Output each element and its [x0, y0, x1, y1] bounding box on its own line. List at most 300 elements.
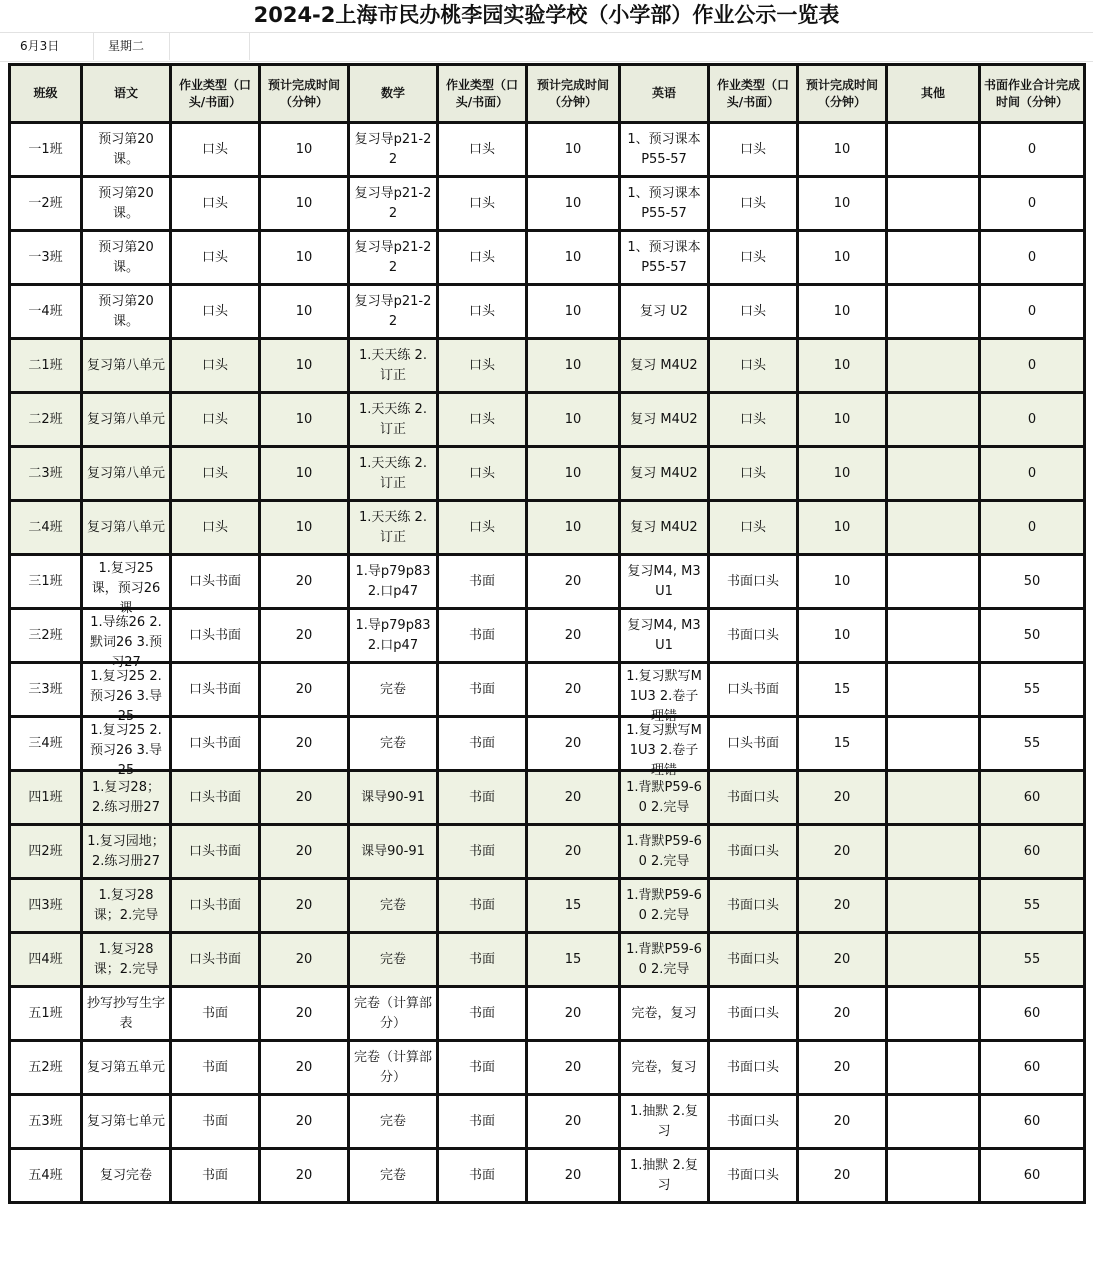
class-cell	[10, 771, 82, 825]
cell-text: 1.背默P59-60 2.完导	[626, 941, 702, 977]
english-type-cell	[709, 501, 798, 555]
math-time-cell	[527, 447, 620, 501]
cell-text: 0	[1027, 195, 1037, 211]
english-time-cell	[798, 393, 887, 447]
cell-text: 0	[1027, 519, 1037, 535]
cell-text: 书面	[468, 897, 495, 913]
cell-text: 10	[564, 249, 582, 265]
math-cell	[349, 339, 438, 393]
english-time-cell	[798, 1095, 887, 1149]
cell-text: 书面	[468, 573, 495, 589]
math-cell	[349, 987, 438, 1041]
cell-text: 20	[833, 1167, 851, 1183]
chinese-time-cell	[260, 501, 349, 555]
math-time-cell	[527, 339, 620, 393]
cell-text: 10	[833, 357, 851, 373]
cell-text: 1.抽默 2.复习	[630, 1157, 698, 1193]
class-cell	[10, 1041, 82, 1095]
cell-text: 复习第八单元	[86, 519, 165, 535]
empty-cell	[170, 32, 250, 60]
other-cell	[887, 1041, 980, 1095]
cell-text: 书面	[201, 1059, 228, 1075]
cell-text: 20	[833, 1113, 851, 1129]
chinese-time-cell	[260, 933, 349, 987]
math-type-cell	[438, 879, 527, 933]
total-time-cell	[980, 231, 1085, 285]
cell-text: 60	[1023, 1059, 1041, 1075]
cell-text: 书面	[468, 735, 495, 751]
english-time-cell	[798, 447, 887, 501]
table-row	[10, 987, 1085, 1041]
cell-text: 55	[1023, 681, 1041, 697]
header-english-type: 作业类型（口头/书面）	[709, 65, 798, 123]
cell-text: 二2班	[28, 411, 63, 427]
chinese-time-cell	[260, 1149, 349, 1203]
math-time-cell	[527, 393, 620, 447]
english-type-cell	[709, 609, 798, 663]
math-cell	[349, 609, 438, 663]
english-cell	[620, 393, 709, 447]
math-type-cell	[438, 1095, 527, 1149]
english-cell	[620, 987, 709, 1041]
cell-text: 0	[1027, 303, 1037, 319]
total-time-cell	[980, 285, 1085, 339]
cell-text: 书面	[468, 627, 495, 643]
cell-text: 口头书面	[188, 951, 241, 967]
chinese-time-cell	[260, 825, 349, 879]
english-type-cell	[709, 177, 798, 231]
english-type-cell	[709, 447, 798, 501]
cell-text: 20	[564, 627, 582, 643]
cell-text: 10	[833, 573, 851, 589]
cell-text: 口头	[201, 141, 228, 157]
math-cell	[349, 231, 438, 285]
cell-text: 口头书面	[188, 843, 241, 859]
cell-text: 完卷	[379, 681, 406, 697]
chinese-time-cell	[260, 285, 349, 339]
table-row	[10, 123, 1085, 177]
other-cell	[887, 987, 980, 1041]
cell-text: 20	[295, 1059, 313, 1075]
cell-text: 20	[295, 843, 313, 859]
cell-text: 书面口头	[726, 951, 779, 967]
cell-text: 书面口头	[726, 1059, 779, 1075]
cell-text: 20	[833, 789, 851, 805]
class-cell	[10, 285, 82, 339]
cell-text: 1.天天练 2.订正	[359, 509, 427, 545]
cell-text: 书面口头	[726, 1113, 779, 1129]
english-time-cell	[798, 663, 887, 717]
cell-text: 书面	[468, 843, 495, 859]
cell-text: 60	[1023, 1005, 1041, 1021]
total-time-cell	[980, 393, 1085, 447]
math-time-cell	[527, 987, 620, 1041]
cell-text: 书面	[468, 1005, 495, 1021]
cell-text: 复习第五单元	[86, 1059, 165, 1075]
english-cell	[620, 933, 709, 987]
cell-text: 55	[1023, 951, 1041, 967]
math-time-cell	[527, 1095, 620, 1149]
math-cell	[349, 933, 438, 987]
cell-text: 1.背默P59-60 2.完导	[626, 887, 702, 923]
cell-text: 10	[564, 303, 582, 319]
cell-text: 20	[295, 1113, 313, 1129]
other-cell	[887, 879, 980, 933]
cell-text: 口头	[468, 411, 495, 427]
cell-text: 口头	[468, 141, 495, 157]
chinese-type-cell	[171, 987, 260, 1041]
table-row	[10, 663, 1085, 717]
cell-text: 三4班	[28, 735, 63, 751]
chinese-type-cell	[171, 1149, 260, 1203]
table-body	[10, 123, 1085, 1203]
chinese-type-cell	[171, 879, 260, 933]
cell-text: 50	[1023, 627, 1041, 643]
cell-text: 1.天天练 2.订正	[359, 401, 427, 437]
english-time-cell	[798, 879, 887, 933]
other-cell	[887, 501, 980, 555]
math-type-cell	[438, 231, 527, 285]
math-type-cell	[438, 393, 527, 447]
math-type-cell	[438, 339, 527, 393]
chinese-cell	[82, 285, 171, 339]
other-cell	[887, 663, 980, 717]
cell-text: 课导90-91	[361, 789, 425, 805]
math-type-cell	[438, 1041, 527, 1095]
total-time-cell	[980, 1149, 1085, 1203]
cell-text: 1、预习课本P55-57	[627, 131, 701, 167]
cell-text: 完卷	[379, 897, 406, 913]
cell-text: 0	[1027, 357, 1037, 373]
english-type-cell	[709, 555, 798, 609]
cell-text: 书面口头	[726, 627, 779, 643]
cell-text: 20	[295, 681, 313, 697]
cell-text: 五2班	[28, 1059, 63, 1075]
cell-text: 20	[295, 897, 313, 913]
page-title: 2024-2上海市民办桃李园实验学校（小学部）作业公示一览表	[253, 3, 840, 27]
english-time-cell	[798, 231, 887, 285]
cell-text: 20	[295, 1005, 313, 1021]
table-row	[10, 609, 1085, 663]
math-time-cell	[527, 231, 620, 285]
cell-text: 五1班	[28, 1005, 63, 1021]
math-time-cell	[527, 123, 620, 177]
total-time-cell	[980, 771, 1085, 825]
math-cell	[349, 1149, 438, 1203]
table-row	[10, 1095, 1085, 1149]
cell-text: 10	[833, 249, 851, 265]
chinese-cell	[82, 717, 171, 778]
chinese-type-cell	[171, 1041, 260, 1095]
chinese-cell	[82, 393, 171, 447]
cell-text: 二4班	[28, 519, 63, 535]
math-cell	[349, 879, 438, 933]
cell-text: 口头	[201, 357, 228, 373]
chinese-type-cell	[171, 447, 260, 501]
cell-text: 口头	[739, 411, 766, 427]
math-cell	[349, 285, 438, 339]
chinese-cell	[82, 123, 171, 177]
chinese-cell	[82, 231, 171, 285]
english-time-cell	[798, 771, 887, 825]
header-math-type: 作业类型（口头/书面）	[438, 65, 527, 123]
total-time-cell	[980, 609, 1085, 663]
other-cell	[887, 609, 980, 663]
cell-text: 20	[564, 843, 582, 859]
cell-text: 完卷	[379, 1167, 406, 1183]
cell-text: 书面	[468, 1059, 495, 1075]
chinese-cell	[82, 609, 171, 670]
math-cell	[349, 1095, 438, 1149]
cell-text: 书面	[468, 1113, 495, 1129]
header-chinese: 语文	[82, 65, 171, 123]
class-cell	[10, 447, 82, 501]
cell-text: 四4班	[28, 951, 63, 967]
header-other: 其他	[887, 65, 980, 123]
cell-text: 10	[564, 411, 582, 427]
math-type-cell	[438, 825, 527, 879]
chinese-cell	[82, 1095, 171, 1149]
english-type-cell	[709, 231, 798, 285]
math-type-cell	[438, 1149, 527, 1203]
table-row	[10, 717, 1085, 771]
chinese-type-cell	[171, 177, 260, 231]
table-row	[10, 501, 1085, 555]
cell-text: 四1班	[28, 789, 63, 805]
cell-text: 20	[295, 627, 313, 643]
chinese-time-cell	[260, 1095, 349, 1149]
math-type-cell	[438, 933, 527, 987]
cell-text: 口头书面	[188, 627, 241, 643]
math-cell	[349, 663, 438, 717]
table-row	[10, 285, 1085, 339]
cell-text: 20	[564, 1167, 582, 1183]
cell-text: 三1班	[28, 573, 63, 589]
cell-text: 55	[1023, 735, 1041, 751]
chinese-cell	[82, 879, 171, 933]
header-total-time: 书面作业合计完成时间（分钟）	[980, 65, 1085, 123]
cell-text: 口头书面	[726, 735, 779, 751]
english-type-cell	[709, 123, 798, 177]
english-time-cell	[798, 825, 887, 879]
english-cell	[620, 825, 709, 879]
table-row	[10, 879, 1085, 933]
chinese-type-cell	[171, 285, 260, 339]
chinese-type-cell	[171, 555, 260, 609]
cell-text: 1.复习28课；2.完导	[93, 887, 159, 923]
total-time-cell	[980, 879, 1085, 933]
chinese-time-cell	[260, 555, 349, 609]
cell-text: 口头	[201, 411, 228, 427]
cell-text: 口头书面	[188, 573, 241, 589]
cell-text: 10	[295, 303, 313, 319]
cell-text: 1.导p79p83 2.口p47	[355, 617, 431, 653]
chinese-cell	[82, 177, 171, 231]
math-cell	[349, 447, 438, 501]
math-time-cell	[527, 771, 620, 825]
other-cell	[887, 1149, 980, 1203]
math-time-cell	[527, 933, 620, 987]
other-cell	[887, 393, 980, 447]
class-cell	[10, 717, 82, 771]
cell-text: 口头	[201, 519, 228, 535]
class-cell	[10, 825, 82, 879]
chinese-type-cell	[171, 501, 260, 555]
cell-text: 10	[833, 141, 851, 157]
chinese-type-cell	[171, 663, 260, 717]
total-time-cell	[980, 339, 1085, 393]
total-time-cell	[980, 1041, 1085, 1095]
cell-text: 四2班	[28, 843, 63, 859]
chinese-cell	[82, 1149, 171, 1203]
cell-text: 复习 M4U2	[630, 465, 698, 481]
cell-text: 完卷（计算部分）	[353, 1049, 432, 1085]
english-cell	[620, 771, 709, 825]
header-chinese-time: 预计完成时间（分钟）	[260, 65, 349, 123]
cell-text: 书面	[468, 681, 495, 697]
cell-text: 10	[833, 411, 851, 427]
cell-text: 复习完卷	[99, 1167, 152, 1183]
cell-text: 书面口头	[726, 897, 779, 913]
chinese-cell	[82, 1041, 171, 1095]
cell-text: 预习第20课。	[98, 185, 154, 221]
class-cell	[10, 177, 82, 231]
homework-table	[8, 63, 1086, 1204]
math-time-cell	[527, 177, 620, 231]
english-cell	[620, 177, 709, 231]
cell-text: 书面口头	[726, 1167, 779, 1183]
cell-text: 0	[1027, 411, 1037, 427]
cell-text: 1.复习25 2.预习26 3.导25	[89, 722, 163, 778]
table-row	[10, 447, 1085, 501]
math-time-cell	[527, 879, 620, 933]
chinese-cell	[82, 933, 171, 987]
cell-text: 口头书面	[188, 897, 241, 913]
chinese-cell	[82, 825, 171, 879]
chinese-time-cell	[260, 771, 349, 825]
cell-text: 书面口头	[726, 1005, 779, 1021]
english-cell	[620, 717, 709, 778]
cell-text: 15	[833, 735, 851, 751]
cell-text: 书面口头	[726, 843, 779, 859]
english-type-cell	[709, 1095, 798, 1149]
cell-text: 完卷，复习	[631, 1059, 697, 1075]
chinese-type-cell	[171, 339, 260, 393]
english-time-cell	[798, 609, 887, 663]
header-english: 英语	[620, 65, 709, 123]
cell-text: 1.复习园地；2.练习册27	[87, 833, 165, 869]
total-time-cell	[980, 663, 1085, 717]
cell-text: 10	[833, 303, 851, 319]
cell-text: 一4班	[28, 303, 63, 319]
chinese-time-cell	[260, 177, 349, 231]
chinese-cell	[82, 447, 171, 501]
total-time-cell	[980, 123, 1085, 177]
cell-text: 10	[564, 465, 582, 481]
english-cell	[620, 1149, 709, 1203]
total-time-cell	[980, 555, 1085, 609]
cell-text: 三3班	[28, 681, 63, 697]
math-time-cell	[527, 609, 620, 663]
math-type-cell	[438, 609, 527, 663]
chinese-type-cell	[171, 1095, 260, 1149]
english-cell	[620, 663, 709, 724]
cell-text: 复习 M4U2	[630, 357, 698, 373]
math-cell	[349, 393, 438, 447]
cell-text: 一2班	[28, 195, 63, 211]
english-type-cell	[709, 933, 798, 987]
english-cell	[620, 285, 709, 339]
cell-text: 四3班	[28, 897, 63, 913]
cell-text: 口头	[201, 249, 228, 265]
cell-text: 20	[833, 1059, 851, 1075]
class-cell	[10, 987, 82, 1041]
cell-text: 复习 U2	[640, 303, 688, 319]
table-row	[10, 771, 1085, 825]
math-type-cell	[438, 285, 527, 339]
cell-text: 1、预习课本P55-57	[627, 239, 701, 275]
chinese-type-cell	[171, 393, 260, 447]
math-cell	[349, 771, 438, 825]
cell-text: 10	[564, 141, 582, 157]
math-type-cell	[438, 555, 527, 609]
cell-text: 五4班	[28, 1167, 63, 1183]
cell-text: 1.复习28；2.练习册27	[92, 779, 160, 815]
cell-text: 复习M4, M3U1	[627, 563, 701, 599]
cell-text: 课导90-91	[361, 843, 425, 859]
cell-text: 复习第八单元	[86, 357, 165, 373]
other-cell	[887, 285, 980, 339]
cell-text: 1.天天练 2.订正	[359, 347, 427, 383]
class-cell	[10, 609, 82, 663]
english-cell	[620, 501, 709, 555]
cell-text: 20	[564, 789, 582, 805]
cell-text: 二3班	[28, 465, 63, 481]
cell-text: 完卷	[379, 735, 406, 751]
other-cell	[887, 231, 980, 285]
other-cell	[887, 177, 980, 231]
math-cell	[349, 717, 438, 771]
cell-text: 20	[833, 897, 851, 913]
english-time-cell	[798, 1041, 887, 1095]
chinese-cell	[82, 987, 171, 1041]
cell-text: 10	[295, 465, 313, 481]
total-time-cell	[980, 177, 1085, 231]
other-cell	[887, 933, 980, 987]
chinese-time-cell	[260, 879, 349, 933]
cell-text: 0	[1027, 141, 1037, 157]
cell-text: 口头书面	[726, 681, 779, 697]
table-row	[10, 1041, 1085, 1095]
english-type-cell	[709, 1149, 798, 1203]
cell-text: 复习导p21-22	[354, 185, 432, 221]
cell-text: 口头	[468, 357, 495, 373]
chinese-type-cell	[171, 717, 260, 771]
date-cell: 6月3日	[6, 32, 94, 60]
chinese-time-cell	[260, 609, 349, 663]
english-cell	[620, 1041, 709, 1095]
date-row	[6, 32, 1089, 60]
cell-text: 55	[1023, 897, 1041, 913]
cell-text: 1.背默P59-60 2.完导	[626, 833, 702, 869]
english-type-cell	[709, 663, 798, 717]
cell-text: 口头	[201, 303, 228, 319]
cell-text: 复习导p21-22	[354, 239, 432, 275]
cell-text: 口头	[739, 141, 766, 157]
chinese-type-cell	[171, 123, 260, 177]
total-time-cell	[980, 501, 1085, 555]
cell-text: 10	[833, 627, 851, 643]
